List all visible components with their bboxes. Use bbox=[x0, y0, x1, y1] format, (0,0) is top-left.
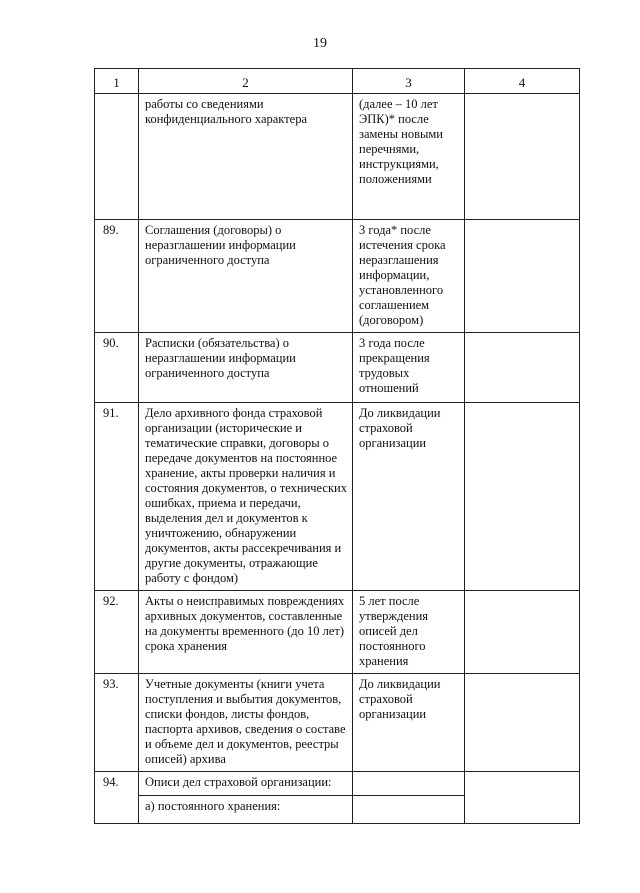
retention-term bbox=[353, 772, 465, 796]
table-row bbox=[95, 403, 580, 591]
retention-term bbox=[353, 796, 465, 824]
document-type: а) постоянного хранения: bbox=[139, 796, 353, 824]
row-number bbox=[95, 94, 139, 220]
document-type: Расписки (обязательства) о неразглашении информации ограниченного доступа bbox=[139, 333, 353, 403]
row-number: 92. bbox=[95, 591, 139, 674]
retention-term: 3 года после прекращения трудовых отношений bbox=[353, 333, 465, 403]
document-type: Соглашения (договоры) о неразглашении информации ограниченного доступа bbox=[139, 220, 353, 333]
column-header: 3 bbox=[353, 69, 465, 94]
document-type: Дело архивного фонда страховой организации (исторические и тематические справки, договоры о передаче документов на постоянное хранение, акты проверки наличия и состояния документов, о технических ошибках, приема и передачи, выделения дел и документов к уничтожению, обнаружении документов, акты рассекречивания и другие документы, отражающие работу с фондом) bbox=[139, 403, 353, 591]
column-header: 4 bbox=[465, 69, 580, 94]
document-type: Описи дел страховой организации: bbox=[139, 772, 353, 796]
row-number: 90. bbox=[95, 333, 139, 403]
page-number: 19 bbox=[313, 36, 327, 51]
retention-term: 3 года* после истечения срока неразглашения информации, установленного соглашением (договором) bbox=[353, 220, 465, 333]
note-cell bbox=[465, 333, 580, 403]
document-type: работы со сведениями конфиденциального характера bbox=[139, 94, 353, 220]
row-number: 91. bbox=[95, 403, 139, 591]
note-cell bbox=[465, 94, 580, 220]
retention-term: До ликвидации страховой организации bbox=[353, 403, 465, 591]
table-row bbox=[95, 94, 580, 220]
table-row bbox=[95, 674, 580, 772]
document-type: Учетные документы (книги учета поступления и выбытия документов, списки фондов, листы фондов, паспорта архивов, сведения о составе и объеме дел и документов, реестры описей) архива bbox=[139, 674, 353, 772]
retention-term: 5 лет после утверждения описей дел постоянного хранения bbox=[353, 591, 465, 674]
column-header: 1 bbox=[95, 69, 139, 94]
row-number: 89. bbox=[95, 220, 139, 333]
table-row bbox=[95, 220, 580, 333]
retention-term: (далее – 10 лет ЭПК)* после замены новыми перечнями, инструкциями, положениями bbox=[353, 94, 465, 220]
note-cell bbox=[465, 403, 580, 591]
column-header: 2 bbox=[139, 69, 353, 94]
note-cell bbox=[465, 674, 580, 772]
table-row bbox=[95, 333, 580, 403]
retention-table bbox=[94, 68, 580, 824]
row-number: 93. bbox=[95, 674, 139, 772]
document-type: Акты о неисправимых повреждениях архивных документов, составленные на документы временного (до 10 лет) срока хранения bbox=[139, 591, 353, 674]
note-cell bbox=[465, 591, 580, 674]
table-row bbox=[95, 772, 580, 796]
row-number: 94. bbox=[95, 772, 139, 824]
note-cell bbox=[465, 772, 580, 824]
table-row bbox=[95, 591, 580, 674]
note-cell bbox=[465, 220, 580, 333]
table-header-row bbox=[95, 69, 580, 94]
retention-term: До ликвидации страховой организации bbox=[353, 674, 465, 772]
